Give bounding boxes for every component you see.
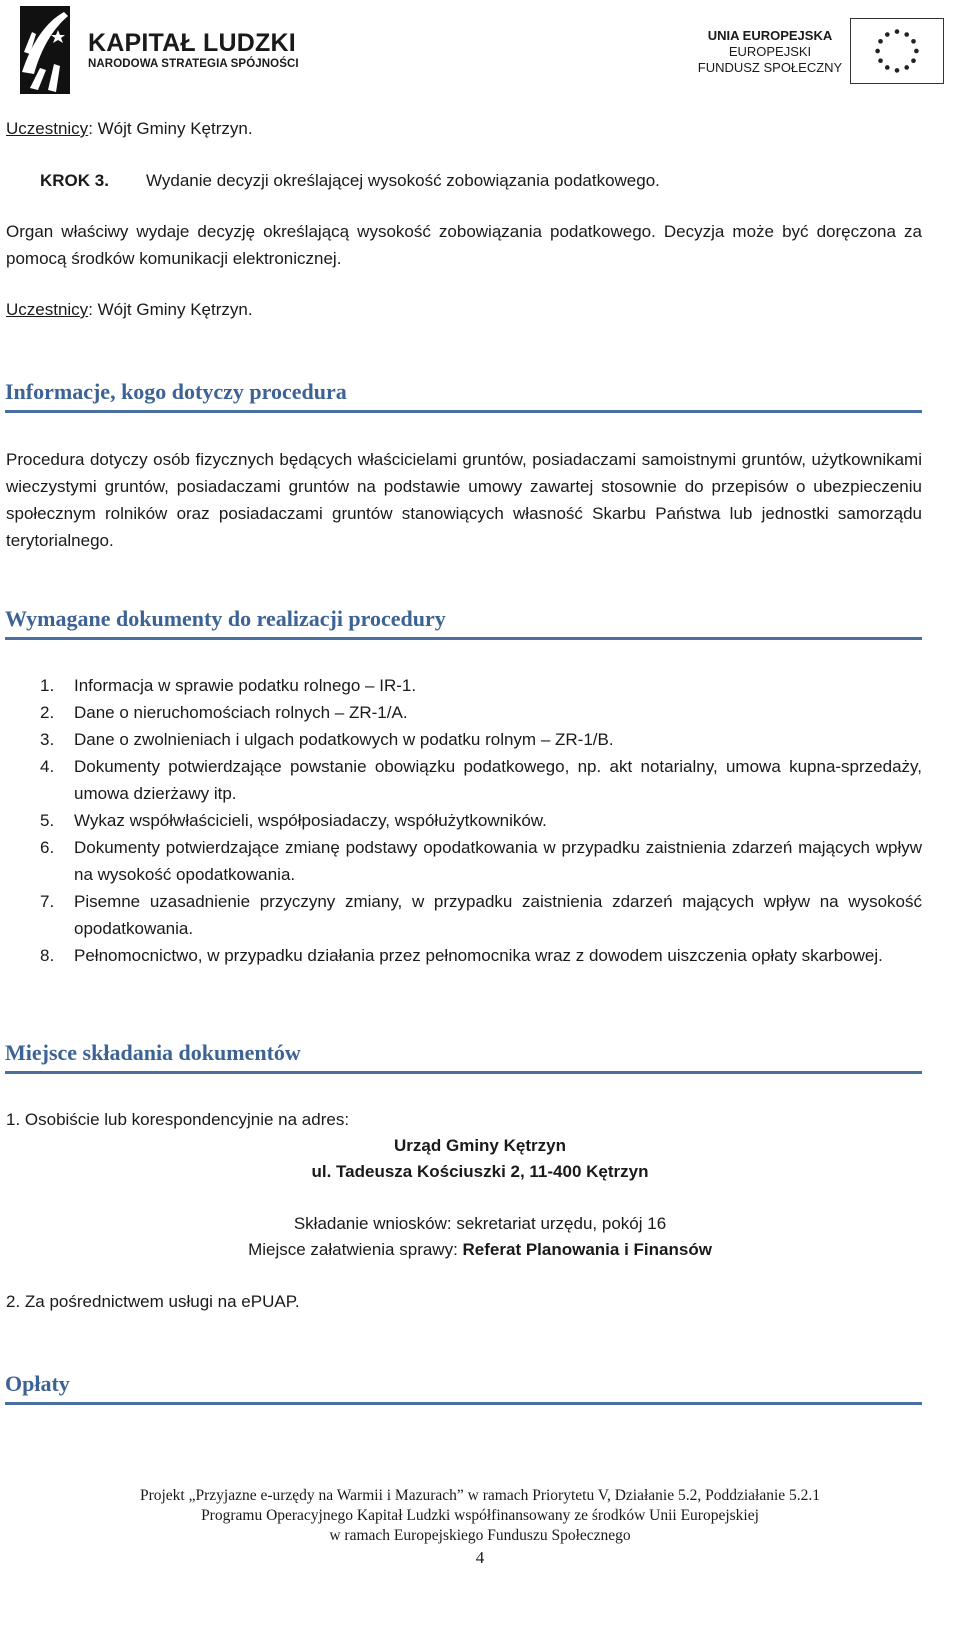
required-documents-list <box>40 672 922 969</box>
section-who-text: Procedura dotyczy osób fizycznych będących właścicielami gruntów, posiadaczami samoistnymi gruntów, użytkownikami wieczystymi gruntów, posiadaczami gruntów na podstawie umowy zawartej stosownie do przepisów o ubezpieczeniu społecznym rolników oraz posiadaczami gruntów stanowiących własność Skarbu Państwa lub jednostki samorządu terytorialnego. <box>6 450 922 550</box>
handling-info <box>0 1236 960 1263</box>
handling-value: Referat Planowania i Finansów <box>462 1240 712 1259</box>
list-item: 4. Dokumenty potwierdzające powstanie obowiązku podatkowego, np. akt notarialny, umowa kupna-sprzedaży, umowa dzierżawy itp. <box>40 757 922 803</box>
list-item: 3. Dane o zwolnieniach i ulgach podatkowych w podatku rolnym – ZR-1/B. <box>40 730 614 749</box>
office-name: Urząd Gminy Kętrzyn <box>394 1136 566 1155</box>
step-label: KROK 3. <box>40 171 109 190</box>
section-place <box>5 1039 922 1074</box>
list-item: 5. Wykaz współwłaścicieli, współposiadaczy, współużytkowników. <box>40 811 547 830</box>
place-intro: 1. Osobiście lub korespondencyjnie na adres: <box>6 1110 350 1129</box>
list-item: 1. Informacja w sprawie podatku rolnego – IR-1. <box>40 676 417 695</box>
eu-line-3: FUNDUSZ SPOŁECZNY <box>697 60 843 75</box>
participants-line-1 <box>6 115 253 142</box>
list-item: 2. Dane o nieruchomościach rolnych – ZR-1/A. <box>40 703 408 722</box>
kapital-ludzki-subtitle: NARODOWA STRATEGIA SPÓJNOŚCI <box>88 58 299 70</box>
eu-efs-logo <box>694 18 944 84</box>
section-fees-title: Opłaty <box>5 1371 70 1396</box>
footer-line-2: Programu Operacyjnego Kapitał Ludzki współfinansowany ze środków Unii Europejskiej <box>201 1507 759 1524</box>
eu-line-2: EUROPEJSKI <box>728 44 812 59</box>
organ-paragraph: Organ właściwy wydaje decyzję określającą wysokość zobowiązania podatkowego. Decyzja może być doręczona za pomocą środków komunikacji elektronicznej. <box>6 222 922 268</box>
section-docs-title: Wymagane dokumenty do realizacji procedury <box>5 606 446 631</box>
footer-line-1: Projekt „Przyjazne e-urzędy na Warmii i Mazurach” w ramach Priorytetu V, Działanie 5.2, Poddziałanie 5.2.1 <box>139 1487 821 1504</box>
page-number: 4 <box>475 1548 485 1567</box>
submission-info: Składanie wniosków: sekretariat urzędu, pokój 16 <box>293 1214 667 1233</box>
section-who <box>5 378 922 413</box>
participants-label: Uczestnicy <box>6 300 89 319</box>
step-3-line <box>40 167 956 194</box>
section-who-title: Informacje, kogo dotyczy procedura <box>5 379 347 404</box>
section-fees <box>5 1370 922 1405</box>
handling-label: Miejsce załatwienia sprawy: <box>248 1240 463 1259</box>
eu-flag-icon <box>850 18 944 84</box>
section-place-title: Miejsce składania dokumentów <box>5 1040 301 1065</box>
kapital-ludzki-logo <box>12 2 299 98</box>
epuap-line: 2. Za pośrednictwem usługi na ePUAP. <box>6 1292 300 1311</box>
kapital-ludzki-title: KAPITAŁ LUDZKI <box>88 29 296 57</box>
step-text: Wydanie decyzji określającej wysokość zobowiązania podatkowego. <box>146 171 660 190</box>
list-item: 7. Pisemne uzasadnienie przyczyny zmiany, w przypadku zaistnienia zdarzeń mających wpływ na wysokość opodatkowania. <box>40 892 922 938</box>
eu-line-1: UNIA EUROPEJSKA <box>707 28 833 43</box>
page-header <box>0 0 960 104</box>
list-item: 6. Dokumenty potwierdzające zmianę podstawy opodatkowania w przypadku zaistnienia zdarzeń mających wpływ na wysokość opodatkowania. <box>40 838 922 884</box>
kapital-ludzki-emblem-icon <box>12 2 78 98</box>
office-address: ul. Tadeusza Kościuszki 2, 11-400 Kętrzyn <box>311 1162 649 1181</box>
list-item: 8. Pełnomocnictwo, w przypadku działania przez pełnomocnika wraz z dowodem uiszczenia opłaty skarbowej. <box>40 946 883 965</box>
participants-label: Uczestnicy <box>6 119 89 138</box>
participants-value: : Wójt Gminy Kętrzyn. <box>88 300 253 319</box>
participants-value: : Wójt Gminy Kętrzyn. <box>88 119 253 138</box>
section-docs <box>5 605 922 640</box>
participants-line-2 <box>6 296 253 323</box>
footer-line-3: w ramach Europejskiego Funduszu Społecznego <box>329 1527 631 1544</box>
